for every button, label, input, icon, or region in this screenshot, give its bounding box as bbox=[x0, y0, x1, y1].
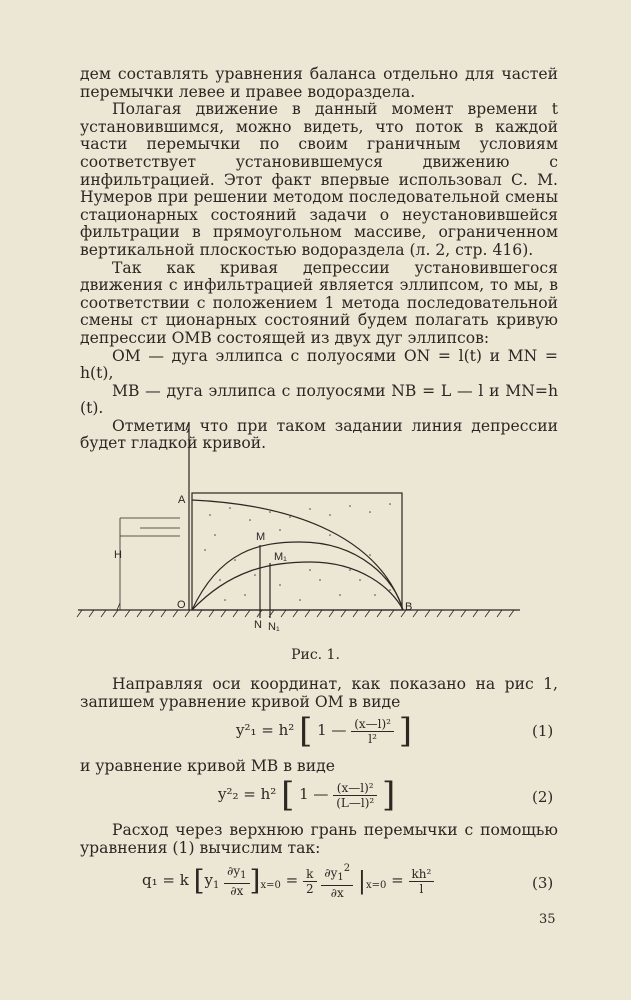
label-n1: N₁ bbox=[268, 621, 280, 633]
initial-depression-curve bbox=[192, 500, 403, 610]
equation-2-number: (2) bbox=[532, 788, 554, 806]
paragraph-6: и уравнение кривой МВ в виде bbox=[80, 757, 335, 775]
eq2-one: 1 — bbox=[299, 785, 329, 803]
body-text bbox=[80, 66, 558, 453]
paragraph-7: Расход через верхнюю грань перемычки с помощью уравнения (1) вычислим так: bbox=[80, 821, 558, 857]
paragraph-7-block bbox=[80, 822, 558, 857]
equation-1: y²₁ = h² [ 1 — $\frac{\text{(x—l)²}}{\text{l²}}$ ] bbox=[236, 711, 413, 751]
curve-om1b bbox=[192, 562, 403, 610]
paragraph-5: Направляя оси координат, как показано на рис 1, запишем уравнение кривой ОМ в виде bbox=[80, 675, 558, 711]
equation-3-number: (3) bbox=[532, 874, 554, 892]
label-m: M bbox=[256, 531, 266, 543]
ground-hatch bbox=[77, 610, 514, 617]
page-number: 35 bbox=[539, 912, 556, 927]
arc-om-definition: ОМ — дуга эллипса с полуосями ON = l(t) и MN = h(t), bbox=[80, 346, 558, 383]
equation-2: y²₂ = h² [ 1 — $\frac{\text{(x—l)²}}{\text{(L—l)²}}$ ] bbox=[218, 775, 396, 815]
eq1-numerator: (x—l)² bbox=[351, 717, 394, 732]
label-m1: M₁ bbox=[274, 551, 287, 563]
eq2-numerator: (x—l)² bbox=[333, 781, 377, 796]
eq2-lhs: y²₂ = h² bbox=[218, 785, 277, 803]
figure-1-diagram bbox=[70, 420, 530, 640]
paragraph-3: Так как кривая депрессии установившегося движения с инфильтрацией является эллипсом, то мы, в соответствии с положением 1 метода последовательной смены ст ционарных состояний будем полагать кривую депрессии ОМВ состоящей из двух дуг эллипсов: bbox=[80, 258, 558, 347]
label-n: N bbox=[254, 619, 262, 631]
paragraph-4: Отметим, что при таком задании линия депрессии будет гладкой кривой. bbox=[80, 416, 558, 453]
eq2-denominator: (L—l)² bbox=[336, 795, 375, 810]
eq3-lhs: q₁ = k bbox=[142, 871, 189, 889]
paragraph-2: Полагая движение в данный момент времени t установившимся, можно видеть, что поток в каждой части перемычки по своим граничным условиям соответствует установившемуся движению с инфильтрацией. Этот факт впервые использовал С. М. Нумеров при решении методом последовательной смены стационарных состояний задачи о неустановившейся фильтрации в прямоугольном массиве, ограниченном вертикальной плоскостью водораздела (л. 2, стр. 416). bbox=[80, 100, 558, 259]
curve-omb bbox=[192, 542, 403, 610]
arc-mb-definition: МВ — дуга эллипса с полуосями NB = L — l и MN=h (t). bbox=[80, 381, 558, 418]
equation-3: q₁ = k [$y_1$ $\frac{\partial y_1}{\partial x}$ ]$_{x=0}$ = $\frac{k}{2}$ $\frac{\partial y_1^2}{\partial x}$ $|_{x=0}$ = $\frac{\text{kh²}}{l}$ bbox=[142, 862, 434, 900]
label-o: O bbox=[177, 599, 186, 611]
eq1-one: 1 — bbox=[317, 721, 347, 739]
water-level-lines bbox=[117, 518, 180, 610]
paragraph-1: дем составлять уравнения баланса отдельно для частей перемычки левее и правее водораздела. bbox=[80, 65, 558, 101]
equation-1-number: (1) bbox=[532, 722, 554, 740]
figure-caption: Рис. 1. bbox=[291, 647, 340, 663]
paragraph-5-block bbox=[80, 676, 558, 711]
label-b: B bbox=[405, 601, 413, 613]
paragraph-6-block bbox=[80, 758, 558, 776]
eq1-denominator: l² bbox=[368, 731, 377, 746]
eq1-lhs: y²₁ = h² bbox=[236, 721, 295, 739]
label-a: A bbox=[178, 494, 186, 506]
label-h: H bbox=[114, 549, 122, 561]
embankment-rect bbox=[192, 493, 402, 610]
